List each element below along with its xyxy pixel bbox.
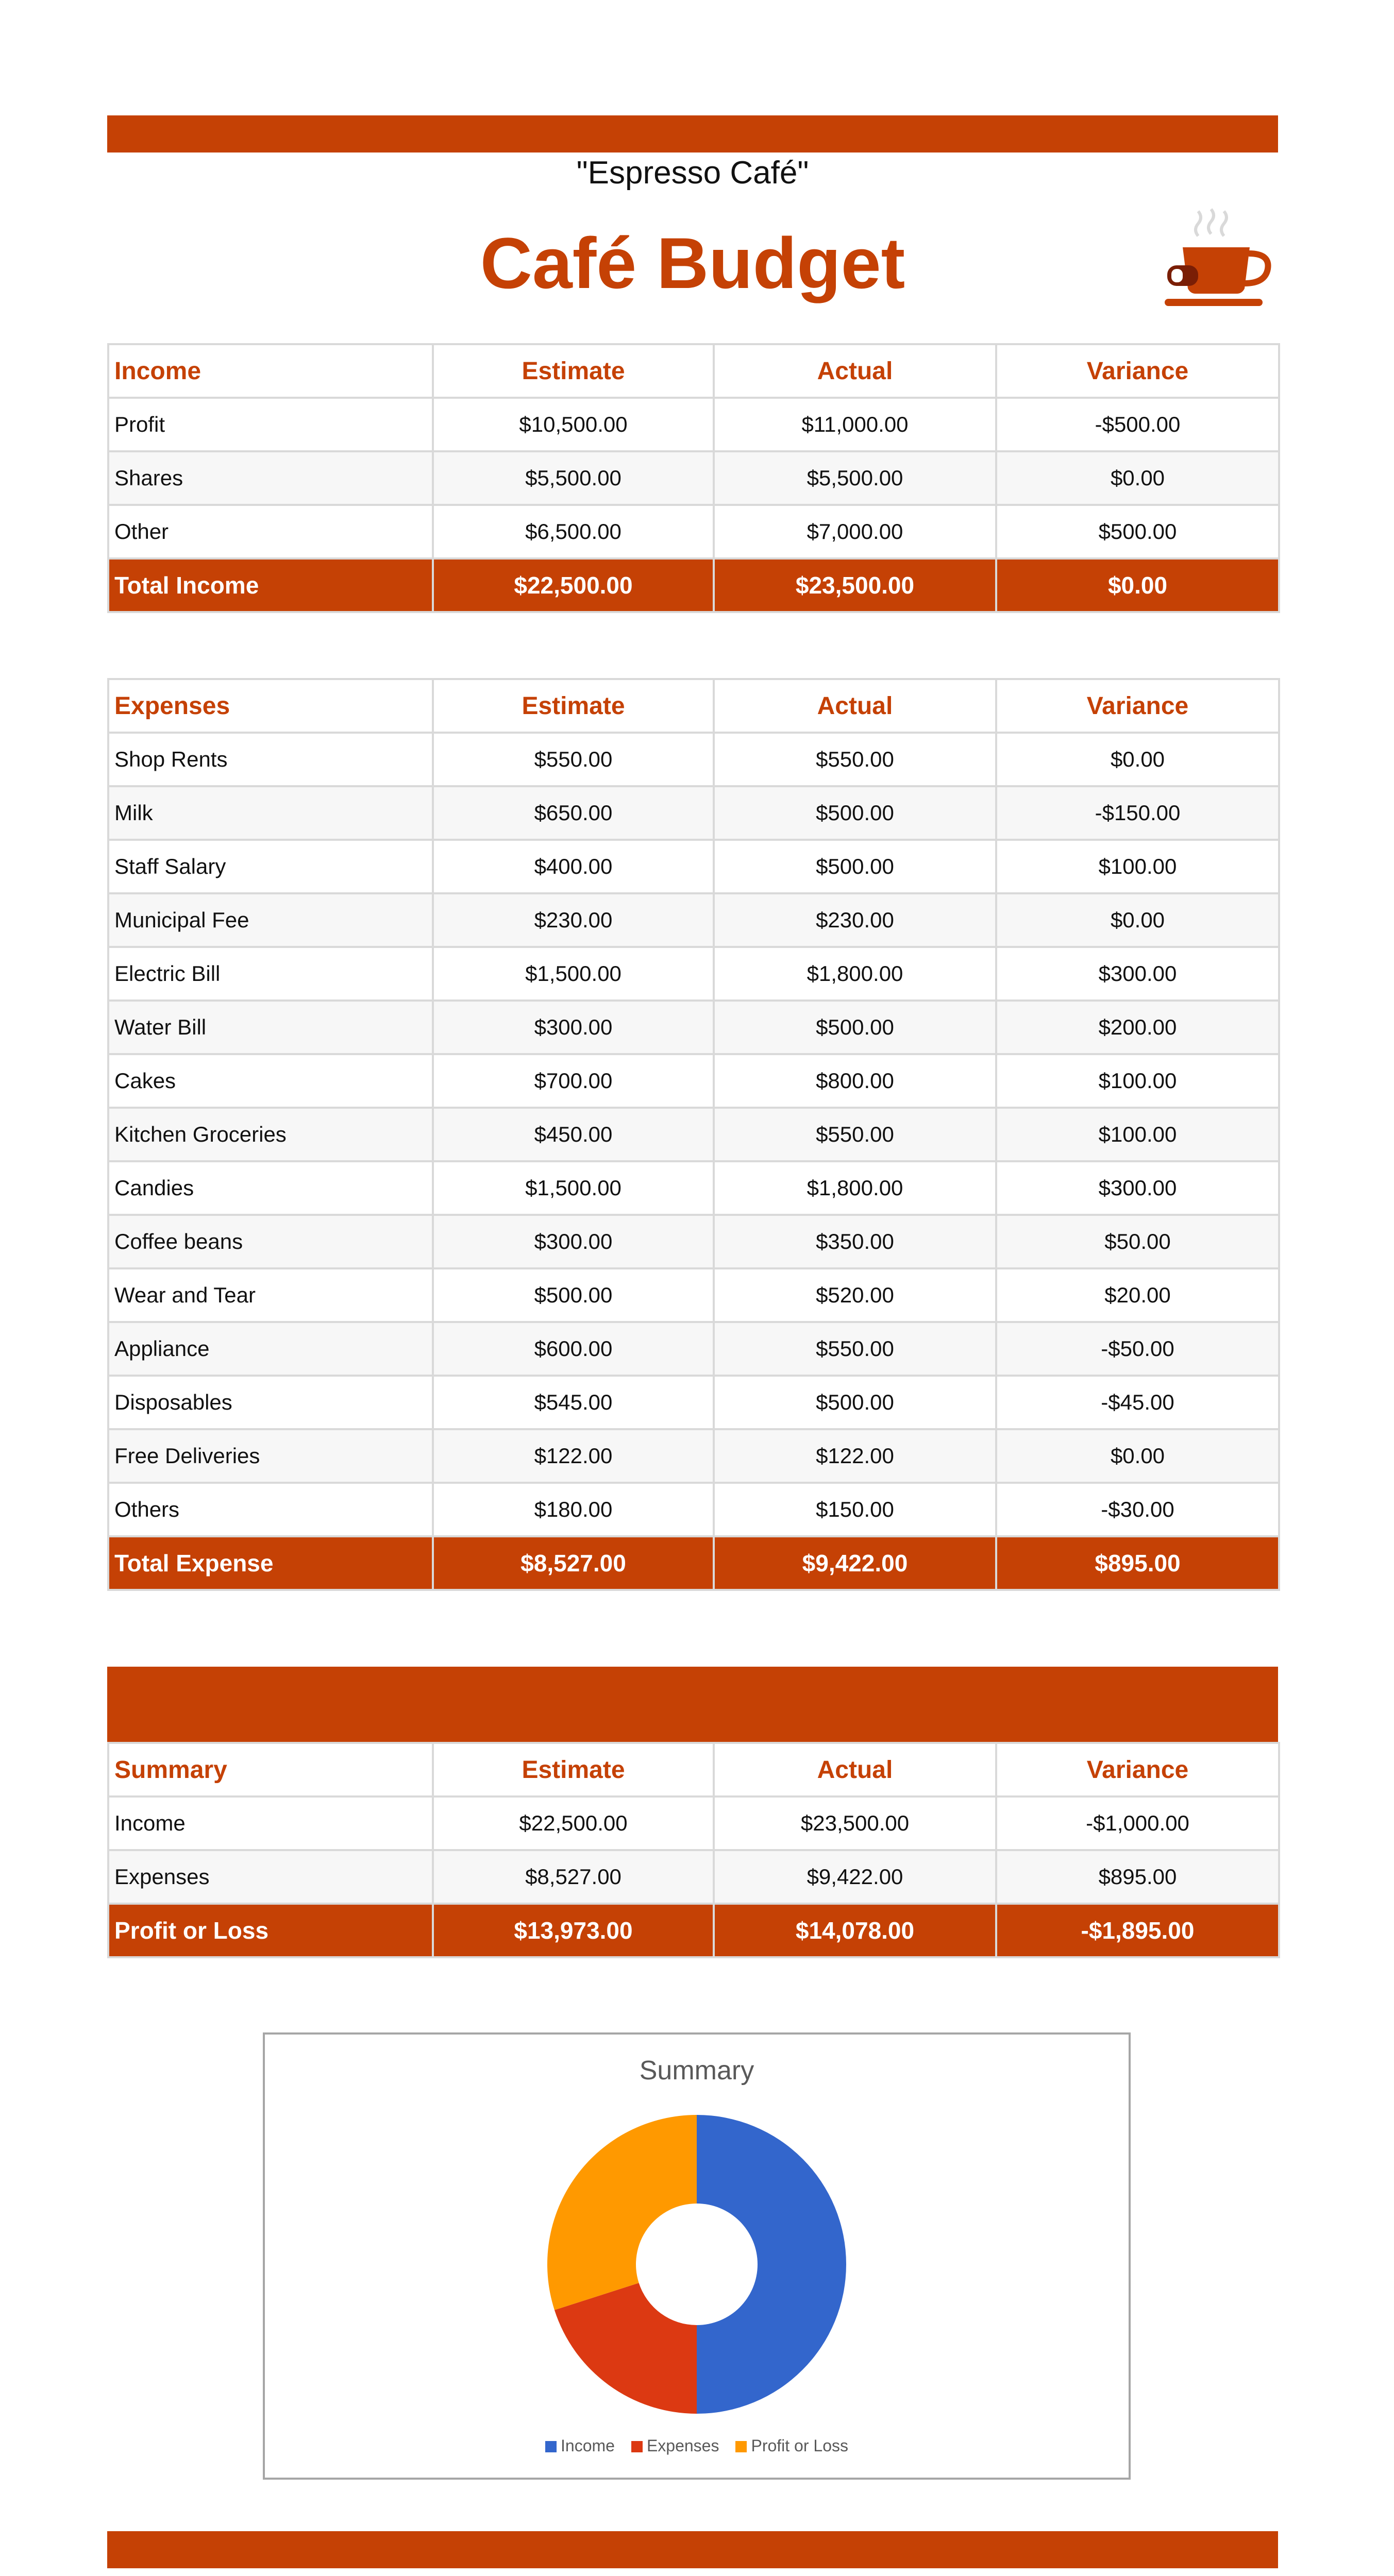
table-row-cell: $150.00: [714, 1483, 996, 1536]
table-row-cell: $500.00: [714, 840, 996, 893]
table-row-cell: $350.00: [714, 1215, 996, 1268]
table-row-cell: -$45.00: [996, 1376, 1279, 1429]
table-total-row: [108, 558, 1279, 612]
summary-table: [107, 1742, 1280, 1958]
table-row-cell: $0.00: [996, 1429, 1279, 1483]
table-total-row-cell: $23,500.00: [714, 558, 996, 612]
table-row-cell: $180.00: [433, 1483, 714, 1536]
table-row: [108, 947, 1279, 1001]
table-row-cell: -$50.00: [996, 1322, 1279, 1376]
table-row-cell: Electric Bill: [108, 947, 433, 1001]
table-row-cell: Municipal Fee: [108, 893, 433, 947]
table-row-cell: $22,500.00: [433, 1797, 714, 1850]
table-header-row: [108, 679, 1279, 733]
table-row-cell: $550.00: [714, 733, 996, 786]
coffee-cup-icon: [1162, 206, 1275, 309]
table-row-cell: $500.00: [714, 786, 996, 840]
table-row-cell: $5,500.00: [714, 451, 996, 505]
table-row-cell: $5,500.00: [433, 451, 714, 505]
table-header-row: [108, 344, 1279, 398]
table-row-cell: Shop Rents: [108, 733, 433, 786]
table-row-cell: Disposables: [108, 1376, 433, 1429]
table-row-cell: $20.00: [996, 1268, 1279, 1322]
table-row-cell: $500.00: [714, 1001, 996, 1054]
table-row-cell: $650.00: [433, 786, 714, 840]
top-accent-bar: [107, 115, 1278, 152]
table-row-cell: $1,500.00: [433, 1161, 714, 1215]
table-row-cell: $6,500.00: [433, 505, 714, 558]
table-header-row-cell: Income: [108, 344, 433, 398]
expenses-table: [107, 678, 1280, 1591]
table-total-row-cell: $14,078.00: [714, 1904, 996, 1957]
table-row-cell: $230.00: [433, 893, 714, 947]
cafe-name: "Espresso Café": [576, 155, 809, 191]
donut-slice-income: [697, 2115, 846, 2414]
table-row-cell: Wear and Tear: [108, 1268, 433, 1322]
table-header-row-cell: Variance: [996, 679, 1279, 733]
table-header-row-cell: Actual: [714, 1743, 996, 1797]
table-row-cell: $300.00: [433, 1215, 714, 1268]
table-row-cell: Kitchen Groceries: [108, 1108, 433, 1161]
table-row: [108, 1215, 1279, 1268]
table-header-row-cell: Actual: [714, 679, 996, 733]
table-row-cell: $700.00: [433, 1054, 714, 1108]
table-total-row-cell: $8,527.00: [433, 1536, 714, 1590]
table-row-cell: $600.00: [433, 1322, 714, 1376]
table-row-cell: Staff Salary: [108, 840, 433, 893]
table-total-row-cell: $22,500.00: [433, 558, 714, 612]
table-row-cell: $500.00: [433, 1268, 714, 1322]
table-total-row-cell: Total Expense: [108, 1536, 433, 1590]
legend-item: [735, 2436, 848, 2455]
table-row-cell: $122.00: [714, 1429, 996, 1483]
table-row: [108, 1322, 1279, 1376]
table-row-cell: $7,000.00: [714, 505, 996, 558]
table-row: [108, 1108, 1279, 1161]
legend-swatch: [735, 2441, 747, 2452]
legend-item: [545, 2436, 615, 2455]
table-total-row-cell: $895.00: [996, 1536, 1279, 1590]
table-total-row-cell: Profit or Loss: [108, 1904, 433, 1957]
table-row-cell: Others: [108, 1483, 433, 1536]
table-row-cell: Expenses: [108, 1850, 433, 1904]
table-row-cell: $200.00: [996, 1001, 1279, 1054]
table-row-cell: $100.00: [996, 1108, 1279, 1161]
table-row-cell: $550.00: [714, 1322, 996, 1376]
table-row-cell: $100.00: [996, 1054, 1279, 1108]
table-row-cell: $500.00: [714, 1376, 996, 1429]
table-row-cell: $100.00: [996, 840, 1279, 893]
table-row-cell: Appliance: [108, 1322, 433, 1376]
table-total-row-cell: $13,973.00: [433, 1904, 714, 1957]
table-row-cell: $11,000.00: [714, 398, 996, 451]
chart-title: Summary: [639, 2056, 754, 2086]
summary-accent-bar: [107, 1667, 1278, 1742]
table-row: [108, 398, 1279, 451]
table-header-row-cell: Variance: [996, 344, 1279, 398]
table-row-cell: $10,500.00: [433, 398, 714, 451]
table-row-cell: $300.00: [996, 1161, 1279, 1215]
table-row-cell: -$1,000.00: [996, 1797, 1279, 1850]
table-row: [108, 505, 1279, 558]
legend-item: [631, 2436, 719, 2455]
table-row-cell: $8,527.00: [433, 1850, 714, 1904]
donut-slice-profit-or-loss: [547, 2115, 697, 2310]
table-row-cell: $895.00: [996, 1850, 1279, 1904]
table-header-row-cell: Estimate: [433, 1743, 714, 1797]
table-row-cell: $1,500.00: [433, 947, 714, 1001]
table-row-cell: -$500.00: [996, 398, 1279, 451]
table-row-cell: Shares: [108, 451, 433, 505]
table-row-cell: $550.00: [714, 1108, 996, 1161]
table-header-row-cell: Summary: [108, 1743, 433, 1797]
table-total-row: [108, 1904, 1279, 1957]
table-total-row-cell: $0.00: [996, 558, 1279, 612]
table-header-row: [108, 1743, 1279, 1797]
summary-chart: [263, 2032, 1131, 2480]
table-row-cell: $545.00: [433, 1376, 714, 1429]
table-row-cell: $300.00: [433, 1001, 714, 1054]
table-row-cell: $800.00: [714, 1054, 996, 1108]
table-header-row-cell: Variance: [996, 1743, 1279, 1797]
table-row-cell: $9,422.00: [714, 1850, 996, 1904]
table-row-cell: Cakes: [108, 1054, 433, 1108]
table-row-cell: Income: [108, 1797, 433, 1850]
table-row-cell: $23,500.00: [714, 1797, 996, 1850]
table-row-cell: Other: [108, 505, 433, 558]
table-row-cell: $230.00: [714, 893, 996, 947]
table-row-cell: Candies: [108, 1161, 433, 1215]
table-row-cell: $400.00: [433, 840, 714, 893]
table-row: [108, 1850, 1279, 1904]
table-row-cell: $0.00: [996, 733, 1279, 786]
table-header-row-cell: Estimate: [433, 344, 714, 398]
table-row: [108, 840, 1279, 893]
table-header-row-cell: Actual: [714, 344, 996, 398]
table-row-cell: Profit: [108, 398, 433, 451]
table-row-cell: Milk: [108, 786, 433, 840]
table-row: [108, 1054, 1279, 1108]
table-total-row-cell: -$1,895.00: [996, 1904, 1279, 1957]
table-total-row: [108, 1536, 1279, 1590]
table-row-cell: $1,800.00: [714, 947, 996, 1001]
table-header-row-cell: Estimate: [433, 679, 714, 733]
table-row-cell: $122.00: [433, 1429, 714, 1483]
table-row: [108, 1429, 1279, 1483]
table-row: [108, 1001, 1279, 1054]
table-row-cell: $550.00: [433, 733, 714, 786]
table-row-cell: -$30.00: [996, 1483, 1279, 1536]
bottom-accent-bar: [107, 2531, 1278, 2568]
table-row: [108, 786, 1279, 840]
table-row: [108, 893, 1279, 947]
table-row: [108, 451, 1279, 505]
table-row-cell: $520.00: [714, 1268, 996, 1322]
chart-legend: [265, 2436, 1129, 2455]
table-header-row-cell: Expenses: [108, 679, 433, 733]
legend-label: Profit or Loss: [751, 2436, 848, 2455]
table-row-cell: $300.00: [996, 947, 1279, 1001]
table-row: [108, 1797, 1279, 1850]
table-row: [108, 1161, 1279, 1215]
table-total-row-cell: $9,422.00: [714, 1536, 996, 1590]
table-row-cell: $0.00: [996, 893, 1279, 947]
table-row: [108, 733, 1279, 786]
table-total-row-cell: Total Income: [108, 558, 433, 612]
legend-swatch: [631, 2441, 643, 2452]
table-row-cell: Coffee beans: [108, 1215, 433, 1268]
table-row: [108, 1376, 1279, 1429]
table-row-cell: $500.00: [996, 505, 1279, 558]
summary-donut-chart: [265, 2035, 1129, 2478]
table-row-cell: $0.00: [996, 451, 1279, 505]
legend-label: Expenses: [646, 2436, 719, 2455]
table-row-cell: $50.00: [996, 1215, 1279, 1268]
table-row-cell: -$150.00: [996, 786, 1279, 840]
legend-label: Income: [561, 2436, 615, 2455]
table-row: [108, 1483, 1279, 1536]
table-row-cell: $1,800.00: [714, 1161, 996, 1215]
table-row-cell: Free Deliveries: [108, 1429, 433, 1483]
legend-swatch: [545, 2441, 557, 2452]
table-row: [108, 1268, 1279, 1322]
table-row-cell: Water Bill: [108, 1001, 433, 1054]
page-title: Café Budget: [480, 223, 905, 303]
table-row-cell: $450.00: [433, 1108, 714, 1161]
income-table: [107, 343, 1280, 613]
